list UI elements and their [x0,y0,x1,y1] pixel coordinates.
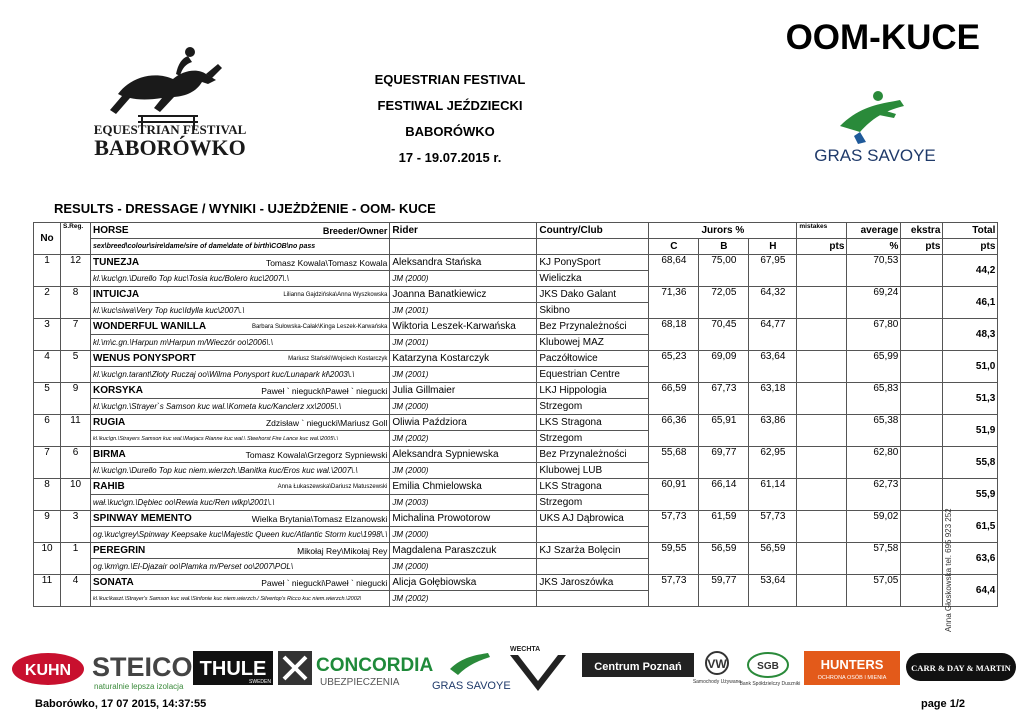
row-ekstra [901,575,943,607]
horse-name: WONDERFUL WANILLA [93,321,207,332]
row-rider: Katarzyna Kostarczyk [390,351,537,367]
row-no: 4 [34,351,61,383]
row-total: 44,2 [943,255,998,287]
row-average: 57,05 [847,575,901,607]
header-mistakes: mistakes [797,223,847,239]
row-club: LKJ Hippologia [537,383,649,399]
row-sreg: 1 [61,543,91,575]
row-score-c: 66,59 [649,383,699,415]
row-club-city: Strzegom [537,495,649,511]
row-rider: Alicja Gołębiowska [390,575,537,591]
row-average: 57,58 [847,543,901,575]
row-horse [91,447,390,463]
results-table [33,222,998,607]
sgb-logo [740,653,801,687]
svg-text:STEICO: STEICO [92,652,193,682]
horse-name: BIRMA [93,449,126,460]
horse-name: RAHIB [93,481,125,492]
row-total: 46,1 [943,287,998,319]
row-club: KJ Szarża Bolęcin [537,543,649,559]
row-score-h: 63,18 [749,383,797,415]
row-no: 6 [34,415,61,447]
row-rider: Aleksandra Sypniewska [390,447,537,463]
row-score-b: 61,59 [699,511,749,543]
row-total: 63,6 [943,543,998,575]
page-title: OOM-KUCE [785,18,980,57]
row-sreg: 5 [61,351,91,383]
equestrian-festival-logo [78,34,263,162]
row-rider: Wiktoria Leszek-Karwańska [390,319,537,335]
row-score-c: 57,73 [649,575,699,607]
svg-text:THULE: THULE [199,658,267,680]
svg-text:CONCORDIA: CONCORDIA [316,655,434,676]
row-score-h: 67,95 [749,255,797,287]
svg-text:KUHN: KUHN [24,662,72,679]
row-mistakes [797,511,847,543]
row-club: JKS Jaroszówka [537,575,649,591]
row-club-city: Skibno [537,303,649,319]
table-row [34,287,998,303]
header-pts-mistakes: pts [797,239,847,255]
row-mistakes [797,287,847,319]
row-horse [91,415,390,431]
breeder-owner: Barbara Sułowska-Całak\Kinga Leszek-Karwańska [251,323,388,330]
row-club-city: Strzegom [537,399,649,415]
header-rider: Rider [390,223,537,239]
row-total: 48,3 [943,319,998,351]
row-score-c: 59,55 [649,543,699,575]
row-sreg: 11 [61,415,91,447]
row-club-city: Strzegom [537,431,649,447]
breeder-owner: Paweł ` niegucki\Paweł ` niegucki [261,385,388,396]
gras-savoye-small-logo [432,653,511,692]
row-score-h: 57,73 [749,511,797,543]
header-b: B [699,239,749,255]
header-horse: HORSE Breeder/Owner [91,223,390,239]
row-score-c: 71,36 [649,287,699,319]
row-rider-class: JM (2001) [390,335,537,351]
row-horse [91,479,390,495]
row-total: 55,9 [943,479,998,511]
row-rider-class: JM (2000) [390,463,537,479]
row-score-b: 67,73 [699,383,749,415]
row-score-h: 64,77 [749,319,797,351]
row-club: JKS Dako Galant [537,287,649,303]
breeder-owner: Lilianna Gajdzińska\Anna Wyszkowska [283,291,388,298]
row-average: 59,02 [847,511,901,543]
row-no: 7 [34,447,61,479]
footer-timestamp: Baborówko, 17 07 2015, 14:37:55 [35,698,207,710]
horse-name: SONATA [93,577,134,588]
row-horse [91,511,390,527]
row-sreg: 8 [61,287,91,319]
horse-name: WENUS PONYSPORT [93,353,196,364]
svg-text:SWEDEN: SWEDEN [249,679,271,685]
row-horse-details: kl.\kuc\gn.\Durello Top kuc\Tosia kuc/Bolero kuc\2007\.\ [91,271,390,287]
row-score-h: 62,95 [749,447,797,479]
row-rider-class: JM (2002) [390,431,537,447]
row-horse-details: kl.\kuc\kaszt.\Strayer's Samson kuc wał.\Sinfonie kuc niem.wierzch./ Silvertop's Ricco kuc niem.wierzch.\2002\ [91,591,390,607]
row-average: 70,53 [847,255,901,287]
svg-text:SGB: SGB [757,661,779,672]
row-rider: Joanna Banatkiewicz [390,287,537,303]
row-score-h: 64,32 [749,287,797,319]
row-ekstra [901,511,943,543]
row-ekstra [901,255,943,287]
horse-name: RUGIA [93,417,126,428]
breeder-owner: Mariusz Stański\Wojciech Kostarczyk [288,355,388,362]
row-no: 2 [34,287,61,319]
svg-text:CARR & DAY & MARTIN: CARR & DAY & MARTIN [911,663,1011,673]
results-title: RESULTS - DRESSAGE / WYNIKI - UJEŻDŻENIE - OOM- KUCE [54,201,436,216]
row-sreg: 6 [61,447,91,479]
row-mistakes [797,479,847,511]
row-score-c: 65,23 [649,351,699,383]
table-row [34,447,998,463]
breeder-owner: Zdzisław ` niegucki\Mariusz Goll [265,417,388,428]
header-ekstra: ekstra [901,223,943,239]
kuhn-logo [12,653,84,685]
row-sreg: 10 [61,479,91,511]
table-row [34,479,998,495]
row-rider: Oliwia Paździora [390,415,537,431]
row-club: LKS Stragona [537,479,649,495]
row-club-city [537,527,649,543]
concordia-logo [278,651,433,688]
row-rider: Emilia Chmielowska [390,479,537,495]
row-sreg: 3 [61,511,91,543]
table-row [34,319,998,335]
row-no: 1 [34,255,61,287]
header-pts-ekstra: pts [901,239,943,255]
table-row [34,575,998,591]
row-horse-details: kl.\kuc\siwa\Very Top kuc\Idylla kuc\2007\.\ [91,303,390,319]
row-club-city [537,591,649,607]
row-total: 51,3 [943,383,998,415]
row-rider: Michalina Prowotorow [390,511,537,527]
row-club-city: Klubowej MAZ [537,335,649,351]
row-club: Paczółtowice [537,351,649,367]
row-ekstra [901,351,943,383]
table-row [34,543,998,559]
row-mistakes [797,543,847,575]
row-no: 10 [34,543,61,575]
row-score-h: 53,64 [749,575,797,607]
row-club-city: Klubowej LUB [537,463,649,479]
table-header-row [34,223,998,239]
horse-name: SPINWAY MEMENTO [93,513,192,524]
row-mistakes [797,575,847,607]
breeder-owner: Tomasz Kowala\Tomasz Kowala [265,257,388,268]
row-horse-details: og.\kuc\grey\Spinway Keepsake kuc\Majestic Queen kuc/Atlantic Storm kuc\1998\.\ [91,527,390,543]
row-horse-details: kl.\kuc\gn.\Strayers Samson kuc wal.\Marjacs Rianne kuc wal.\ Steehorst Fire Lance kuc wal.\2005\.\ [91,431,390,447]
row-horse-details: kl.\kuc\gn.\Durello Top kuc niem.wierzch.\Banitka kuc/Eros kuc wal.\2007\.\ [91,463,390,479]
row-horse [91,383,390,399]
row-horse-details: wał.\kuc\gn.\Dębiec oo\Rewia kuc/Ren wlkp\2001\.\ [91,495,390,511]
row-mistakes [797,415,847,447]
header-jurors: Jurors % [649,223,797,239]
row-score-h: 63,86 [749,415,797,447]
row-sreg: 4 [61,575,91,607]
row-mistakes [797,383,847,415]
row-ekstra [901,543,943,575]
festival-dates: 17 - 19.07.2015 r. [398,150,502,165]
row-sreg: 12 [61,255,91,287]
row-rider-class: JM (2003) [390,495,537,511]
festival-place: BABORÓWKO [405,124,495,139]
row-no: 9 [34,511,61,543]
row-score-b: 70,45 [699,319,749,351]
row-no: 3 [34,319,61,351]
table-row [34,415,998,431]
row-rider-class: JM (2000) [390,527,537,543]
row-mistakes [797,447,847,479]
row-horse [91,287,390,303]
header-percent: % [847,239,901,255]
row-mistakes [797,255,847,287]
row-horse-details: og.\km\gn.\El-Djazair oo\Plamka m/Perset oo\2007\POL\ [91,559,390,575]
row-average: 65,83 [847,383,901,415]
thule-logo [193,651,273,685]
row-score-c: 57,73 [649,511,699,543]
table-row [34,351,998,367]
row-club: UKS AJ Dąbrowica [537,511,649,527]
row-club-city: Equestrian Centre [537,367,649,383]
horse-name: PEREGRIN [93,545,146,556]
row-horse [91,575,390,591]
page-number: page 1/2 [920,698,965,710]
gras-savoye-logo [800,86,950,166]
row-no: 8 [34,479,61,511]
row-no: 5 [34,383,61,415]
svg-text:naturalnie lepsza izolacja: naturalnie lepsza izolacja [94,682,184,691]
row-average: 65,99 [847,351,901,383]
header-country: Country/Club [537,223,649,239]
svg-text:GRAS SAVOYE: GRAS SAVOYE [814,146,936,165]
svg-text:Bank Spółdzielczy Duszniki: Bank Spółdzielczy Duszniki [739,681,801,687]
row-horse [91,543,390,559]
row-score-c: 68,18 [649,319,699,351]
row-score-h: 61,14 [749,479,797,511]
row-rider: Aleksandra Stańska [390,255,537,271]
row-rider-class: JM (2000) [390,399,537,415]
row-total: 61,5 [943,511,998,543]
header-no: No [34,223,61,255]
row-total: 51,0 [943,351,998,383]
svg-text:GRAS SAVOYE: GRAS SAVOYE [432,680,511,692]
row-score-b: 72,05 [699,287,749,319]
svg-text:HUNTERS: HUNTERS [820,657,884,672]
row-horse-details: kl.\m\c.gn.\Harpun m\Harpun m/Wieczór oo\2006\.\ [91,335,390,351]
row-rider: Magdalena Paraszczuk [390,543,537,559]
row-ekstra [901,319,943,351]
festival-name-pl: FESTIWAL JEŹDZIECKI [377,98,523,113]
carr-day-martin-logo [906,653,1016,681]
row-horse [91,351,390,367]
row-rider-class: JM (2001) [390,367,537,383]
festival-name-en: EQUESTRIAN FESTIVAL [374,72,526,87]
header-c: C [649,239,699,255]
row-average: 69,24 [847,287,901,319]
svg-text:UBEZPIECZENIA: UBEZPIECZENIA [320,677,400,688]
row-club-city [537,559,649,575]
row-ekstra [901,383,943,415]
row-average: 62,73 [847,479,901,511]
row-rider-class: JM (2001) [390,303,537,319]
header-sreg: S.Reg. [61,223,91,255]
row-horse [91,319,390,335]
row-rider-class: JM (2000) [390,271,537,287]
row-ekstra [901,479,943,511]
row-horse-details: kl.\kuc\gn.tarant\Złoty Ruczaj oo\Wilma Ponysport kuc/Lunapark kł\2003\.\ [91,367,390,383]
row-score-h: 63,64 [749,351,797,383]
row-rider: Julia Gillmaier [390,383,537,399]
row-average: 67,80 [847,319,901,351]
svg-text:Centrum Poznań: Centrum Poznań [594,661,682,673]
table-subheader-row [34,239,998,255]
row-score-b: 66,14 [699,479,749,511]
row-club: Bez Przynależności [537,447,649,463]
svg-text:Samochody Używane: Samochody Używane [692,679,742,685]
row-rider-class: JM (2000) [390,559,537,575]
breeder-owner: Paweł ` niegucki\Paweł ` niegucki [261,577,388,588]
row-rider-class: JM (2002) [390,591,537,607]
row-club: LKS Stragona [537,415,649,431]
svg-text:VW: VW [707,657,727,671]
breeder-owner: Tomasz Kowala\Grzegorz Sypniewski [245,449,388,460]
row-score-c: 60,91 [649,479,699,511]
row-mistakes [797,319,847,351]
row-score-b: 56,59 [699,543,749,575]
header-horse-details: sex\breed\colour\sire\dame/sire of dame\date of birth\COB\no pass [91,239,390,255]
horse-name: TUNEZJA [93,257,140,268]
row-mistakes [797,351,847,383]
row-total: 51,9 [943,415,998,447]
hunters-logo [804,651,900,685]
row-total: 64,4 [943,575,998,607]
row-ekstra [901,447,943,479]
row-total: 55,8 [943,447,998,479]
row-club: Bez Przynależności [537,319,649,335]
centrum-poznan-logo [582,653,694,677]
row-score-c: 68,64 [649,255,699,287]
row-horse-details: kl.\kuc\gn.\Strayer`s Samson kuc wal.\Kometa kuc/Kanclerz xx\2005\.\ [91,399,390,415]
row-average: 65,38 [847,415,901,447]
row-ekstra [901,415,943,447]
table-row [34,383,998,399]
row-score-b: 75,00 [699,255,749,287]
horse-name: INTUICJA [93,289,140,300]
row-no: 11 [34,575,61,607]
row-club: KJ PonySport [537,255,649,271]
table-row [34,255,998,271]
row-score-b: 69,09 [699,351,749,383]
row-score-b: 65,91 [699,415,749,447]
svg-text:WECHTA: WECHTA [510,646,541,653]
header-total: Total [943,223,998,239]
svg-text:OCHRONA OSÓB I MIENIA: OCHRONA OSÓB I MIENIA [817,675,887,681]
row-sreg: 7 [61,319,91,351]
breeder-owner: Mikołaj Rey\Mikołaj Rey [297,545,388,556]
row-horse [91,255,390,271]
breeder-owner: Anna Łukaszewska\Dariusz Matuszewski [277,483,388,490]
row-ekstra [901,287,943,319]
row-score-b: 59,77 [699,575,749,607]
steico-logo [92,652,193,691]
header-pts-total: pts [943,239,998,255]
row-score-c: 55,68 [649,447,699,479]
horse-name: KORSYKA [93,385,144,396]
row-average: 62,80 [847,447,901,479]
contact-note: Anna Głoskowska tel. 695 923 252 [944,508,953,632]
sponsor-logos-strip [10,645,1020,693]
row-score-c: 66,36 [649,415,699,447]
row-club-city: Wieliczka [537,271,649,287]
header-h: H [749,239,797,255]
row-score-b: 69,77 [699,447,749,479]
header-average: average [847,223,901,239]
row-score-h: 56,59 [749,543,797,575]
svg-text:BABORÓWKO: BABORÓWKO [94,135,246,160]
volkswagen-logo [693,652,742,685]
row-sreg: 9 [61,383,91,415]
wechta-logo [510,646,566,691]
breeder-owner: Wielka Brytania\Tomasz Elzanowski [251,513,388,524]
svg-text:EQUESTRIAN FESTIVAL: EQUESTRIAN FESTIVAL [93,122,247,137]
table-row [34,511,998,527]
